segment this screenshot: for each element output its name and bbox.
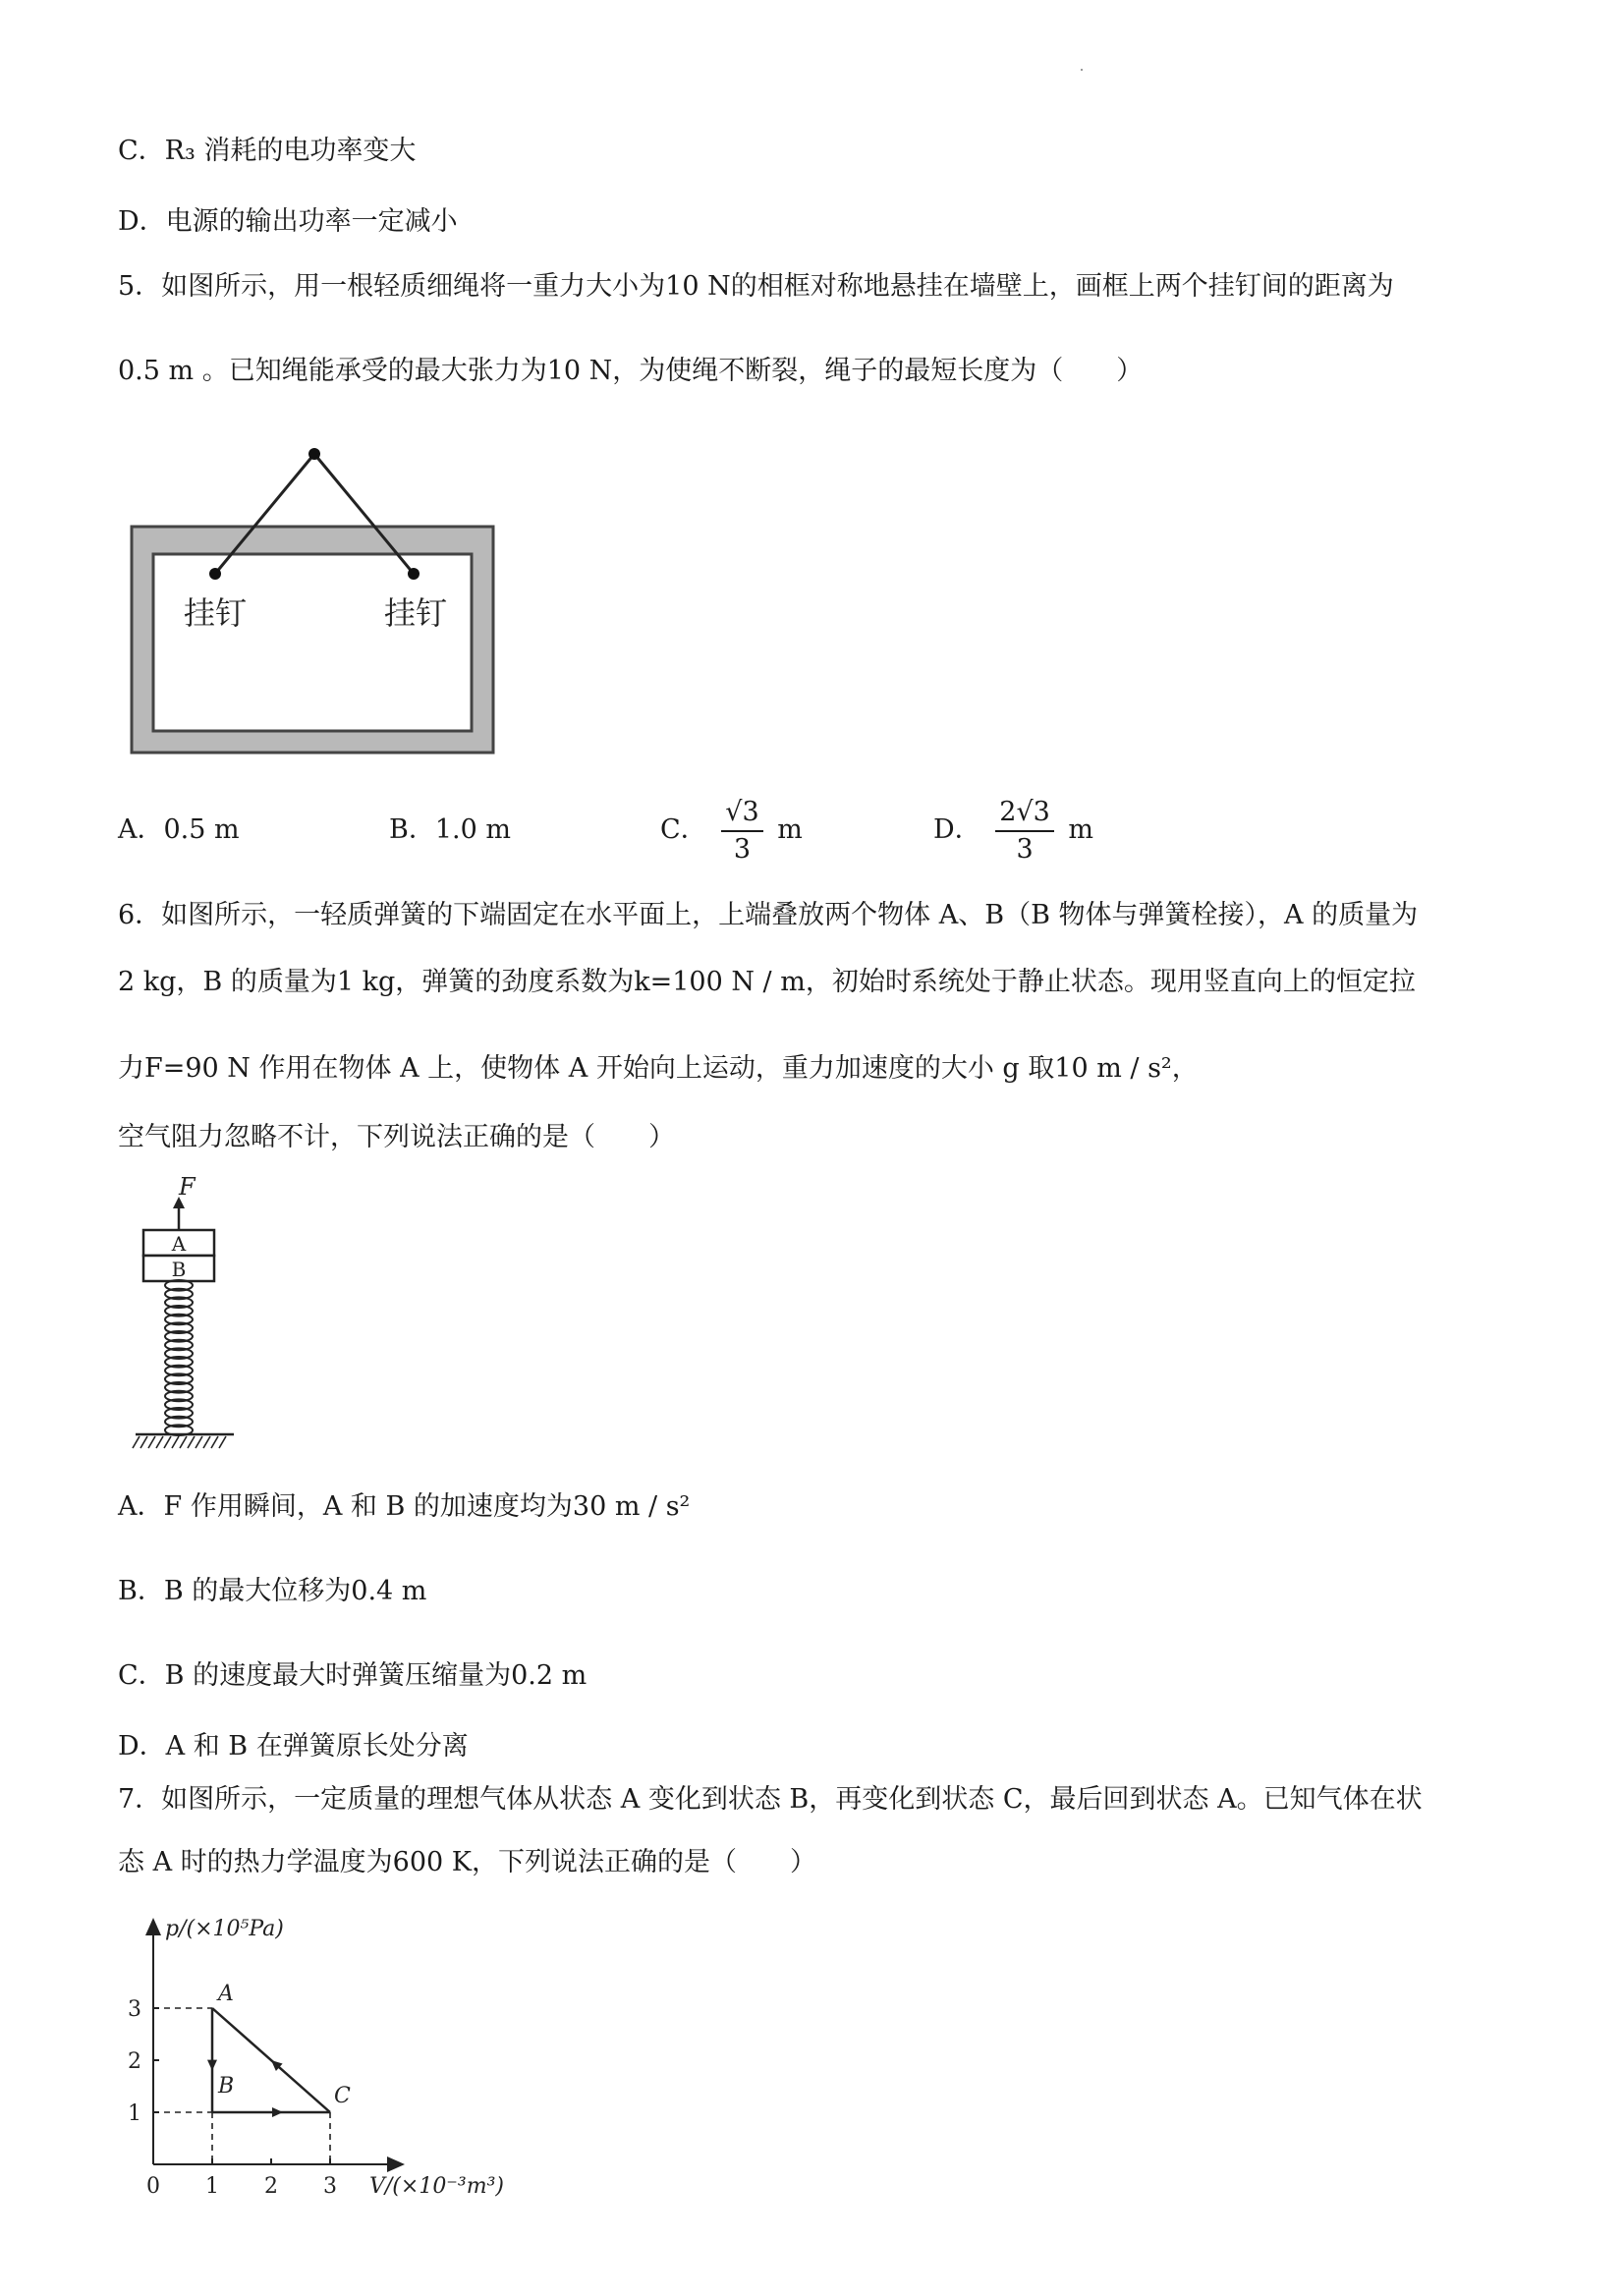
q7-stem-line2: 态 A 时的热力学温度为600 K，下列说法正确的是（ ） — [118, 1847, 816, 1877]
point-label-a: A — [218, 1982, 234, 2006]
numerator: √3 — [721, 795, 762, 832]
q6-stem-line1: 6．如图所示，一轻质弹簧的下端固定在水平面上，上端叠放两个物体 A、B（B 物体与弹簧栓接），A 的质量为 — [118, 900, 1419, 930]
unit: m — [1068, 814, 1094, 845]
q6-option-c: C．B 的速度最大时弹簧压缩量为0.2 m — [118, 1660, 588, 1691]
hatch-line — [211, 1436, 218, 1448]
q6-stem-line4: 空气阻力忽略不计，下列说法正确的是（ ） — [118, 1122, 675, 1152]
point-label-b: B — [218, 2074, 235, 2099]
origin-label: 0 — [146, 2174, 160, 2199]
hatch-line — [148, 1436, 155, 1448]
q6-option-b: B．B 的最大位移为0.4 m — [118, 1576, 427, 1606]
unit: m — [777, 814, 803, 845]
q5-option-c — [660, 786, 803, 874]
y-tick-label: 1 — [128, 2101, 141, 2126]
x-tick-label: 2 — [264, 2174, 278, 2199]
nail-right-label: 挂钉 — [383, 594, 448, 632]
spring — [165, 1280, 193, 1435]
nail-left — [209, 568, 221, 580]
wall-nail — [308, 448, 320, 460]
nail-left-label: 挂钉 — [183, 594, 248, 632]
nail-right — [408, 568, 420, 580]
fraction — [721, 795, 762, 868]
y-tick-label: 3 — [128, 1997, 141, 2022]
q6-option-a: A．F 作用瞬间，A 和 B 的加速度均为30 m / s² — [118, 1491, 691, 1522]
denominator: 3 — [733, 833, 752, 865]
q5-option-d-prefix: D． — [933, 814, 981, 845]
q4-option-d: D．电源的输出功率一定减小 — [118, 206, 458, 237]
q5-figure-picture-frame — [126, 442, 499, 756]
direction-arrow-AB — [207, 2060, 217, 2071]
coefficient: 2 — [999, 796, 1017, 827]
x-axis-label: V/(×10⁻³m³) — [369, 2174, 505, 2199]
fraction — [995, 795, 1054, 868]
ground-hatch — [133, 1436, 226, 1448]
hatch-line — [188, 1436, 195, 1448]
direction-arrow-BC — [272, 2107, 283, 2117]
speck — [1081, 69, 1083, 71]
q6-figure-spring-blocks — [128, 1171, 246, 1456]
hatch-line — [172, 1436, 179, 1448]
q5-option-a: A．0.5 m — [118, 814, 240, 845]
q5-option-c-prefix: C． — [660, 814, 707, 845]
hatch-line — [140, 1436, 147, 1448]
numerator — [995, 795, 1054, 832]
q6-stem-line2: 2 kg，B 的质量为1 kg，弹簧的劲度系数为k=100 N / m，初始时系统处于静止状态。现用竖直向上的恒定拉 — [118, 967, 1416, 997]
q6-option-d: D．A 和 B 在弹簧原长处分离 — [118, 1731, 469, 1762]
block-a-label: A — [171, 1232, 187, 1256]
q5-stem-line1: 5．如图所示，用一根轻质细绳将一重力大小为10 N的相框对称地悬挂在墙壁上，画框上两个挂钉间的距离为 — [118, 271, 1394, 302]
force-label: F — [179, 1173, 196, 1201]
radical: √3 — [1016, 796, 1050, 827]
q6-stem-line3: 力F=90 N 作用在物体 A 上，使物体 A 开始向上运动，重力加速度的大小 g 取10 m / s²， — [118, 1053, 1199, 1084]
q7-stem-line1: 7．如图所示，一定质量的理想气体从状态 A 变化到状态 B，再变化到状态 C，最后回到状态 A。已知气体在状 — [118, 1784, 1423, 1815]
point-label-c: C — [334, 2084, 351, 2108]
x-tick-label: 1 — [205, 2174, 219, 2199]
hatch-line — [219, 1436, 226, 1448]
q5-stem-line2: 0.5 m 。已知绳能承受的最大张力为10 N，为使绳不断裂，绳子的最短长度为（ ） — [118, 356, 1144, 386]
hatch-line — [164, 1436, 171, 1448]
q4-option-c: C．R₃ 消耗的电功率变大 — [118, 136, 417, 166]
block-b-label: B — [171, 1258, 187, 1281]
hatch-line — [203, 1436, 210, 1448]
x-tick-label: 3 — [323, 2174, 337, 2199]
denominator: 3 — [1016, 833, 1034, 865]
hatch-line — [133, 1436, 140, 1448]
hatch-line — [180, 1436, 187, 1448]
y-axis-label: p/(×10⁵Pa) — [165, 1917, 284, 1941]
q5-option-b: B．1.0 m — [389, 814, 511, 845]
y-tick-label: 2 — [128, 2049, 141, 2074]
hatch-line — [156, 1436, 163, 1448]
q5-options — [118, 786, 1297, 874]
hatch-line — [196, 1436, 202, 1448]
frame-inner — [153, 554, 472, 731]
q7-pv-diagram — [118, 1906, 531, 2201]
q5-option-d — [933, 786, 1093, 874]
